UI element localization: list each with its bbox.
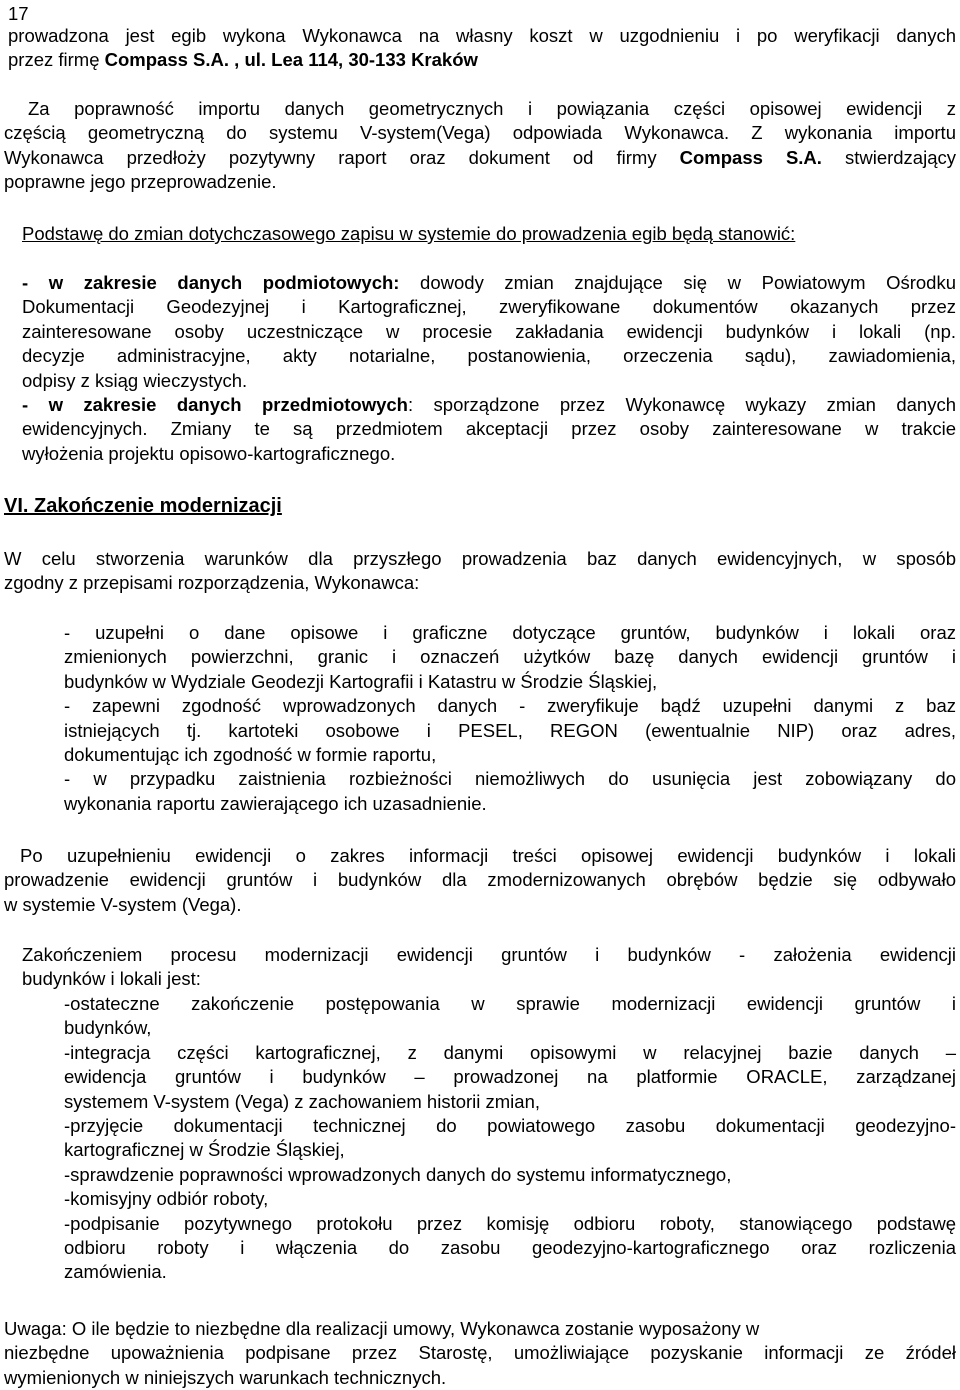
purpose-line-2: zgodny z przepisami rozporządzenia, Wykonawca: [4,572,420,594]
scope-line-2: Dokumentacji Geodezyjnej i Kartograficznej, zweryfikowane dokumentów okazanych przez [22,296,956,318]
purpose-line-1: W celu stworzenia warunków dla przyszłego prowadzenia baz danych ewidencyjnych, w sposób [4,548,956,569]
object-data-label: - w zakresie danych przedmiotowych [22,394,408,416]
scope-line-3: zainteresowane osoby uczestniczące w procesie zakładania ewidencji budynków i lokali (np. [22,320,956,342]
list-item: -ostateczne zakończenie postępowania w sprawie modernizacji ewidencji gruntów i [64,993,956,1014]
completion-steps-list [64,992,956,1285]
scope-line-4: decyzje administracyjne, akty notarialne, postanowienia, orzeczenia sądu), zawiadomienia, [22,345,956,367]
scope-line-6 [22,393,956,417]
basis-heading: Podstawę do zmian dotychczasowego zapisu w systemie do prowadzenia egib będą stanowić: [22,223,796,244]
scope-line-6-text: : sporządzone przez Wykonawcę wykazy zmian danych [407,394,957,416]
list-item: kartograficznej w Środzie Śląskiej, [64,1139,345,1161]
list-item: -przyjęcie dokumentacji technicznej do powiatowego zasobu dokumentacji geodezyjno- [64,1115,956,1137]
import-line-1: Za poprawność importu danych geometrycznych i powiązania części opisowej ewidencji z [28,98,956,119]
scope-line-7: ewidencyjnych. Zmiany te są przedmiotem akceptacji przez osoby zainteresowane w trakcie [22,418,956,440]
paragraph-import [4,97,956,195]
list-item: - uzupełni o dane opisowe i graficzne dotyczące gruntów, budynków i lokali oraz [64,622,956,643]
paragraph-intro [8,24,956,73]
import-line-3-post: stwierdzający [821,146,956,168]
import-line-3-pre: Wykonawca przedłoży pozytywny raport oraz dokument od firmy [4,146,680,168]
after-line-3: w systemie V-system (Vega). [4,893,242,915]
intro-line-1: prowadzona jest egib wykona Wykonawca na własny koszt w uzgodnieniu i po weryfikacji danych [8,25,956,46]
list-item: -integracja części kartograficznej, z danymi opisowymi w relacyjnej bazie danych – [64,1041,956,1063]
after-line-2: prowadzenie ewidencji gruntów i budynków dla zmodernizowanych obrębów będzie się odbywało [4,869,956,891]
paragraph-after-completion [4,844,956,917]
intro-line-2-text: przez firmę [8,49,105,71]
list-item: budynków w Wydziale Geodezji Kartografii i Katastru w Środzie Śląskiej, [64,670,658,692]
list-item: systemem V-system (Vega) z zachowaniem historii zmian, [64,1090,541,1112]
import-line-2: częścią geometryczną do systemu V-system(Vega) odpowiada Wykonawca. Z wykonania importu [4,122,956,144]
list-item: -sprawdzenie poprawności wprowadzonych danych do systemu informatycznego, [64,1163,732,1185]
list-item: - w przypadku zaistnienia rozbieżności niemożliwych do usunięcia jest zobowiązany do [64,768,956,790]
contractor-duties-list [64,621,956,816]
paragraph-note [4,1317,956,1390]
import-line-3 [4,146,956,170]
scope-line-1 [22,271,956,295]
note-line-1: Uwaga: O ile będzie to niezbędne dla realizacji umowy, Wykonawca zostanie wyposażony w [4,1318,760,1339]
after-line-1: Po uzupełnieniu ewidencji o zakres informacji treści opisowej ewidencji budynków i lokali [20,845,956,866]
paragraph-data-scope [22,271,956,466]
paragraph-completion [22,943,956,992]
list-item: zamówienia. [64,1261,167,1283]
list-item: wykonania raportu zawierającego ich uzasadnienie. [64,792,487,814]
note-line-3: wymienionych w niniejszych warunkach technicznych. [4,1366,447,1388]
company-name: Compass S.A. [679,146,822,168]
note-line-2: niezbędne upoważnienia podpisane przez Starostę, umożliwiające pozyskanie informacji ze źródeł [4,1342,956,1364]
list-item: odbioru roboty i włączenia do zasobu geodezyjno-kartograficznego oraz rozliczenia [64,1237,956,1259]
list-item: zmienionych powierzchni, granic i oznaczeń użytków bazę danych ewidencji gruntów i [64,646,956,668]
completion-line-2: budynków i lokali jest: [22,968,201,990]
subject-data-label: - w zakresie danych podmiotowych: [22,272,400,293]
import-line-4: poprawne jego przeprowadzenie. [4,171,277,193]
intro-line-2 [8,48,956,72]
scope-line-5: odpisy z ksiąg wieczystych. [22,369,248,391]
section-heading: VI. Zakończenie modernizacji [4,495,282,517]
list-item: ewidencja gruntów i budynków – prowadzonej na platformie ORACLE, zarządzanej [64,1066,956,1088]
page-number: 17 [8,3,29,24]
scope-line-8: wyłożenia projektu opisowo-kartograficznego. [22,442,396,464]
paragraph-purpose [4,547,956,596]
scope-line-1-text: dowody zmian znajdujące się w Powiatowym Ośrodku [399,272,957,293]
list-item: dokumentując ich zgodność w formie raportu, [64,744,437,766]
list-item: - zapewni zgodność wprowadzonych danych - zweryfikuje bądź uzupełni danymi z baz [64,695,956,717]
completion-line-1: Zakończeniem procesu modernizacji ewidencji gruntów i budynków - założenia ewidencji [22,944,956,965]
list-item: -komisyjny odbiór roboty, [64,1188,269,1210]
list-item: -podpisanie pozytywnego protokołu przez komisję odbioru roboty, stanowiącego podstawę [64,1212,956,1234]
list-item: istniejących tj. kartoteki osobowe i PESEL, REGON (ewentualnie NIP) oraz adres, [64,719,956,741]
list-item: budynków, [64,1017,152,1039]
company-address: Compass S.A. , ul. Lea 114, 30-133 Kraków [104,49,478,71]
